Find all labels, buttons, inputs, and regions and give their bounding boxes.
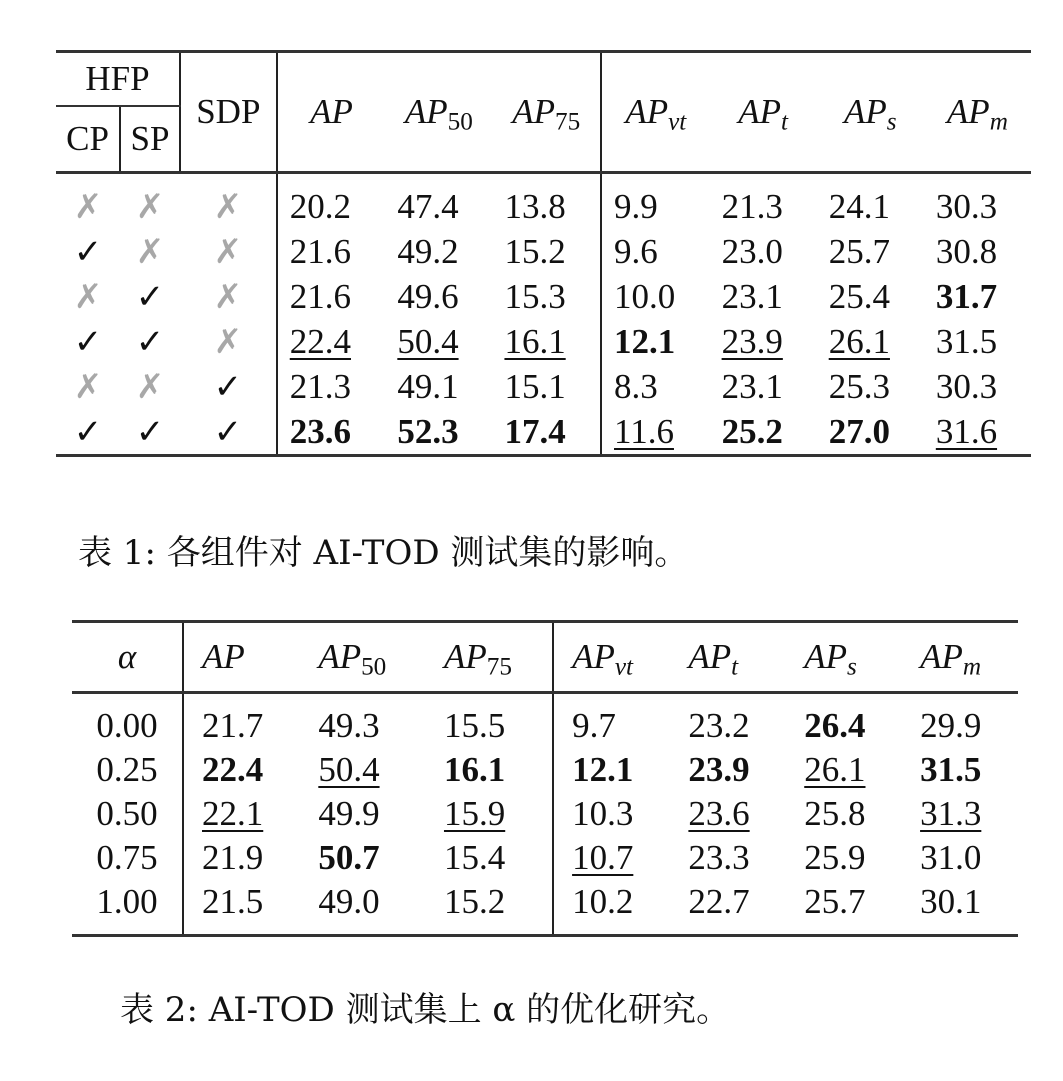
- cross-icon: ✗: [213, 233, 243, 271]
- table-cell: 31.5: [935, 321, 998, 361]
- table-cell: 12.1: [553, 748, 670, 792]
- table-row: [56, 319, 1031, 364]
- table-cell: 25.9: [804, 838, 866, 877]
- table-cell: 25.4: [828, 276, 890, 316]
- table-cell: 31.5: [920, 750, 982, 789]
- cross-icon: ✗: [73, 368, 103, 406]
- ap75-header: $AP_{75}$: [443, 637, 512, 681]
- table-cell: 15.9: [443, 794, 506, 833]
- table2-caption: 表 2: AI-TOD 测试集上 α 的优化研究。: [120, 990, 731, 1030]
- table-cell: 21.6: [277, 274, 386, 319]
- table-row: [56, 274, 1031, 319]
- table-cell: 22.4: [277, 319, 386, 364]
- table-cell: 22.1: [183, 792, 300, 836]
- table-cell: 15.5: [443, 706, 506, 745]
- table-cell: 22.4: [183, 748, 300, 792]
- sdp-header: SDP: [180, 52, 277, 173]
- table-row: [56, 173, 1031, 230]
- table-cell: 21.9: [183, 836, 300, 880]
- table-cell: 52.3: [397, 411, 459, 451]
- table-cell: 20.2: [277, 173, 386, 230]
- table-cell: 49.2: [397, 231, 459, 271]
- table-cell: 23.1: [721, 366, 783, 406]
- table-cell: 9.7: [553, 693, 670, 749]
- table-cell: 12.1: [601, 319, 710, 364]
- table-cell: 22.7: [688, 882, 750, 921]
- apt-header: $AP_t$: [738, 92, 789, 136]
- table-cell: 25.8: [804, 794, 866, 833]
- table-cell: 29.9: [920, 706, 982, 745]
- cp-header: CP: [66, 119, 109, 158]
- alpha-cell: 0.00: [96, 706, 158, 745]
- table-cell: 30.8: [935, 231, 998, 271]
- table-cell: 31.7: [935, 276, 998, 316]
- ablation-table: [56, 50, 1031, 457]
- sp-header: SP: [120, 106, 180, 173]
- table-cell: 25.2: [721, 411, 783, 451]
- check-icon: ✓: [73, 323, 103, 361]
- table-row: [72, 693, 1018, 749]
- table-cell: 49.6: [397, 276, 459, 316]
- table-cell: 9.6: [601, 229, 710, 274]
- check-icon: ✓: [73, 413, 103, 451]
- table-cell: 25.7: [828, 231, 890, 271]
- table-cell: 25.3: [828, 366, 890, 406]
- table-cell: 13.8: [504, 186, 566, 226]
- table2-body: [72, 693, 1018, 936]
- table-cell: 30.3: [935, 366, 998, 406]
- table-cell: 21.6: [277, 229, 386, 274]
- hfp-header: HFP: [56, 52, 180, 107]
- table-cell: 21.3: [721, 186, 783, 226]
- alpha-header: α: [117, 637, 137, 676]
- check-icon: ✓: [213, 368, 243, 406]
- table-cell: 23.6: [688, 794, 750, 833]
- table-cell: 8.3: [601, 364, 710, 409]
- table-cell: 23.1: [721, 276, 783, 316]
- cross-icon: ✗: [135, 188, 165, 226]
- table-cell: 21.3: [277, 364, 386, 409]
- table-cell: 50.4: [318, 750, 380, 789]
- ap75-header: $AP_{75}$: [512, 92, 581, 136]
- cross-icon: ✗: [73, 278, 103, 316]
- table-cell: 16.1: [504, 321, 566, 361]
- apvt-header: $AP_{vt}$: [601, 52, 710, 173]
- cross-icon: ✗: [213, 323, 243, 361]
- table-cell: 15.2: [443, 882, 506, 921]
- alpha-cell: 0.50: [96, 794, 158, 833]
- table-cell: 10.3: [553, 792, 670, 836]
- table-cell: 50.4: [397, 321, 459, 361]
- apm-header: $AP_m$: [920, 637, 982, 681]
- table-cell: 10.0: [601, 274, 710, 319]
- apvt-header: $AP_{vt}$: [553, 622, 670, 693]
- table-cell: 47.4: [397, 186, 459, 226]
- alpha-table: [72, 620, 1018, 937]
- table-cell: 23.0: [721, 231, 783, 271]
- ap50-header: $AP_{50}$: [404, 92, 473, 136]
- table-cell: 49.0: [318, 882, 380, 921]
- table-row: [72, 880, 1018, 936]
- table-cell: 25.7: [804, 882, 866, 921]
- table-cell: 24.1: [828, 186, 890, 226]
- table1-body: [56, 173, 1031, 456]
- table-cell: 21.7: [183, 693, 300, 749]
- table-cell: 11.6: [601, 409, 710, 456]
- table-cell: 9.9: [601, 173, 710, 230]
- table-cell: 15.1: [504, 366, 566, 406]
- check-icon: ✓: [135, 323, 165, 361]
- table-cell: 10.2: [553, 880, 670, 936]
- table-cell: 23.3: [688, 838, 750, 877]
- table-cell: 23.2: [688, 706, 750, 745]
- table-cell: 26.4: [804, 706, 866, 745]
- alpha-cell: 0.25: [96, 750, 158, 789]
- table2-header-row: [72, 622, 1018, 693]
- table-cell: 23.9: [688, 750, 750, 789]
- table-cell: 21.5: [183, 880, 300, 936]
- table-cell: 26.1: [804, 750, 866, 789]
- table-cell: 10.7: [553, 836, 670, 880]
- table-row: [56, 364, 1031, 409]
- aps-header: $AP_s$: [804, 637, 857, 681]
- table1-header-row-1: [56, 52, 1031, 107]
- table-row: [72, 836, 1018, 880]
- table-cell: 27.0: [828, 411, 890, 451]
- table-cell: 15.3: [504, 276, 566, 316]
- check-icon: ✓: [135, 413, 165, 451]
- table-cell: 17.4: [504, 411, 566, 451]
- table-row: [56, 229, 1031, 274]
- alpha-cell: 1.00: [96, 882, 158, 921]
- table-cell: 15.2: [504, 231, 566, 271]
- apt-header: $AP_t$: [688, 637, 739, 681]
- aps-header: $AP_s$: [843, 92, 897, 136]
- check-icon: ✓: [135, 278, 165, 316]
- table-cell: 26.1: [828, 321, 890, 361]
- cross-icon: ✗: [213, 278, 243, 316]
- table-cell: 15.4: [443, 838, 506, 877]
- ap-header: AP: [277, 52, 386, 173]
- check-icon: ✓: [213, 413, 243, 451]
- table-cell: 30.3: [935, 186, 998, 226]
- cross-icon: ✗: [135, 233, 165, 271]
- cross-icon: ✗: [135, 368, 165, 406]
- table1-caption: 表 1: 各组件对 AI-TOD 测试集的影响。: [78, 533, 689, 573]
- table-cell: 23.9: [721, 321, 783, 361]
- cross-icon: ✗: [213, 188, 243, 226]
- alpha-cell: 0.75: [96, 838, 158, 877]
- table-row: [72, 748, 1018, 792]
- cross-icon: ✗: [73, 188, 103, 226]
- table-cell: 49.9: [318, 794, 380, 833]
- apm-header: $AP_m$: [946, 92, 1008, 136]
- table-cell: 23.6: [277, 409, 386, 456]
- check-icon: ✓: [73, 233, 103, 271]
- ap-header: AP: [183, 622, 300, 693]
- table-cell: 31.6: [935, 411, 998, 451]
- table-cell: 50.7: [318, 838, 380, 877]
- table-row: [56, 409, 1031, 456]
- table-cell: 49.1: [397, 366, 459, 406]
- table-cell: 16.1: [443, 750, 506, 789]
- table-cell: 49.3: [318, 706, 380, 745]
- table-row: [72, 792, 1018, 836]
- table-cell: 31.3: [920, 794, 982, 833]
- ap50-header: $AP_{50}$: [318, 637, 387, 681]
- table-cell: 31.0: [920, 838, 982, 877]
- table-cell: 30.1: [920, 882, 982, 921]
